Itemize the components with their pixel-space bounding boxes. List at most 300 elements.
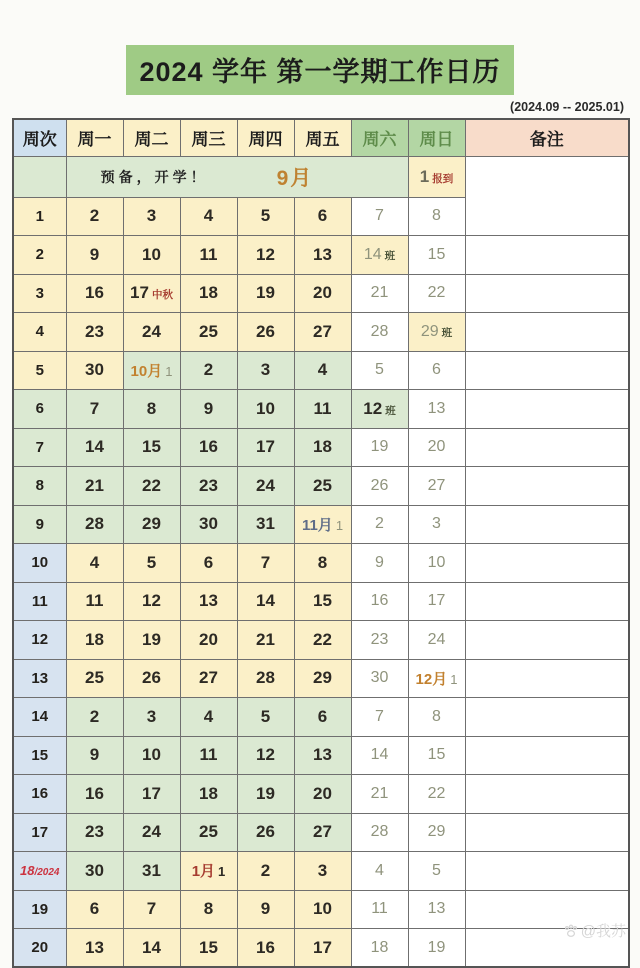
day-number: 6 <box>317 206 328 226</box>
day-cell <box>237 313 294 352</box>
day-cell <box>294 197 351 236</box>
day-number: 27 <box>313 822 332 842</box>
day-cell <box>123 698 180 737</box>
day-cell <box>123 621 180 660</box>
day-number: 13 <box>85 937 104 957</box>
week-row <box>13 390 629 429</box>
week-number-cell <box>13 736 66 775</box>
week-number: 11 <box>31 592 48 610</box>
month-label-september: 9月 <box>276 166 314 190</box>
title-bar <box>0 0 640 95</box>
day-cell <box>180 621 237 660</box>
day-cell <box>66 274 123 313</box>
day-cell <box>351 505 408 544</box>
day-cell <box>408 775 465 814</box>
day-number: 19 <box>256 283 275 303</box>
day-cell <box>237 890 294 929</box>
week-row <box>13 698 629 737</box>
day-number: 1 <box>218 864 226 880</box>
day-cell <box>123 929 180 968</box>
day-number: 25 <box>199 822 218 842</box>
day-number: 6 <box>89 899 100 919</box>
remark-cell <box>465 428 629 467</box>
week-number: 9 <box>35 515 44 533</box>
week-number-cell <box>13 582 66 621</box>
day-number: 14 <box>363 245 382 263</box>
week-number: 3 <box>35 284 44 302</box>
day-number: 18 <box>85 629 104 649</box>
day-number: 2 <box>375 515 384 533</box>
day-cell <box>294 852 351 891</box>
week-row <box>13 659 629 698</box>
day-number: 4 <box>375 861 384 879</box>
day-number: 23 <box>199 475 218 495</box>
day-number: 27 <box>199 668 218 688</box>
day-cell <box>294 813 351 852</box>
day-number: 4 <box>317 360 328 380</box>
day-number: 17 <box>130 283 149 303</box>
day-cell <box>66 197 123 236</box>
day-number: 20 <box>313 283 332 303</box>
week-number: 10 <box>31 554 49 572</box>
week-row <box>13 775 629 814</box>
week-number-cell <box>13 698 66 737</box>
september-weeknum-cell <box>13 156 66 197</box>
day-number: 8 <box>146 398 157 418</box>
day-number: 10 <box>142 244 161 264</box>
day-number: 24 <box>427 630 446 648</box>
day-cell <box>408 197 465 236</box>
day-number: 28 <box>256 668 275 688</box>
day-cell <box>123 390 180 429</box>
day-number: 9 <box>89 745 100 765</box>
day-cell <box>237 736 294 775</box>
col-header-wednesday: 周三 <box>180 119 237 156</box>
day-number: 9 <box>375 553 384 571</box>
day-cell <box>294 467 351 506</box>
remark-cell <box>465 236 629 275</box>
remark-cell <box>465 582 629 621</box>
col-header-saturday: 周六 <box>351 119 408 156</box>
remark-cell <box>465 659 629 698</box>
page-title: 2024 学年 第一学期工作日历 <box>126 45 513 95</box>
week-number: 12 <box>31 631 49 649</box>
day-number: 21 <box>85 475 104 495</box>
week-number-year-suffix: /2024 <box>34 867 60 879</box>
day-number: 26 <box>256 822 275 842</box>
day-number: 13 <box>427 900 446 918</box>
day-cell <box>180 313 237 352</box>
day-number: 6 <box>317 706 328 726</box>
week-number: 16 <box>31 785 49 803</box>
day-cell <box>237 582 294 621</box>
day-cell <box>408 505 465 544</box>
col-header-weeknum: 周次 <box>13 119 66 156</box>
day-number: 16 <box>85 783 104 803</box>
day-number: 28 <box>85 514 104 534</box>
remark-cell <box>465 274 629 313</box>
day-cell <box>408 621 465 660</box>
day-cell <box>237 467 294 506</box>
day-number: 5 <box>375 361 384 379</box>
day-number: 12 <box>363 398 383 418</box>
day-cell <box>180 390 237 429</box>
remark-cell <box>465 813 629 852</box>
day-cell <box>123 428 180 467</box>
week-row <box>13 852 629 891</box>
day-cell <box>180 351 237 390</box>
day-cell <box>237 351 294 390</box>
day-number: 18 <box>199 283 218 303</box>
day-number: 6 <box>432 361 441 379</box>
day-number: 13 <box>313 244 332 264</box>
day-cell <box>66 351 123 390</box>
day-number: 9 <box>89 244 100 264</box>
day-cell <box>351 544 408 583</box>
day-cell <box>351 274 408 313</box>
remark-cell <box>465 621 629 660</box>
week-number: 14 <box>31 708 49 726</box>
day-number: 7 <box>146 899 157 919</box>
day-cell <box>66 313 123 352</box>
september-row <box>13 156 629 197</box>
week-number-cell <box>13 313 66 352</box>
day-number: 30 <box>370 669 389 687</box>
date-range: (2024.09 -- 2025.01) <box>510 100 624 114</box>
day-number: 5 <box>260 706 271 726</box>
day-number: 26 <box>256 321 275 341</box>
day-number: 2 <box>260 860 271 880</box>
week-row <box>13 428 629 467</box>
day-cell <box>408 929 465 968</box>
day-cell <box>351 236 408 275</box>
day-cell <box>237 659 294 698</box>
week-number-cell <box>13 890 66 929</box>
week-row <box>13 736 629 775</box>
day-number: 4 <box>203 206 214 226</box>
day-cell <box>180 775 237 814</box>
day-number: 27 <box>427 476 446 494</box>
day-number: 22 <box>313 629 332 649</box>
day-cell <box>180 582 237 621</box>
day-number: 14 <box>142 937 161 957</box>
day-number: 16 <box>199 437 218 457</box>
day-cell <box>294 775 351 814</box>
day-cell <box>351 929 408 968</box>
day-cell <box>180 852 237 891</box>
day-number: 24 <box>142 321 161 341</box>
remark-cell <box>465 390 629 429</box>
semester-start-note: 预备，开学！ <box>100 168 209 185</box>
day-number: 5 <box>146 552 157 572</box>
day-number: 9 <box>260 899 271 919</box>
day-cell <box>66 467 123 506</box>
day-tag-label: 班 <box>384 249 396 262</box>
day-cell <box>123 582 180 621</box>
week-row <box>13 929 629 968</box>
day-number: 1 <box>165 363 173 379</box>
september-banner-cell <box>66 156 408 197</box>
remark-cell <box>465 698 629 737</box>
day-cell <box>123 467 180 506</box>
day-number: 29 <box>142 514 161 534</box>
day-cell <box>180 929 237 968</box>
week-number: 2 <box>35 246 44 264</box>
col-header-tuesday: 周二 <box>123 119 180 156</box>
day-cell <box>294 621 351 660</box>
week-row <box>13 351 629 390</box>
day-number: 29 <box>313 668 332 688</box>
week-number-cell <box>13 467 66 506</box>
paw-icon <box>563 923 579 939</box>
remark-cell <box>465 505 629 544</box>
week-number: 6 <box>35 400 44 418</box>
day-number: 1 <box>335 517 344 533</box>
day-cell <box>294 313 351 352</box>
day-cell <box>351 197 408 236</box>
day-cell <box>66 929 123 968</box>
day-number: 16 <box>256 937 275 957</box>
remark-cell <box>465 351 629 390</box>
week-number-cell <box>13 351 66 390</box>
week-number-cell <box>13 775 66 814</box>
week-number: 5 <box>35 361 44 379</box>
week-row <box>13 890 629 929</box>
col-header-monday: 周一 <box>66 119 123 156</box>
day-cell <box>123 852 180 891</box>
day-number: 13 <box>427 399 446 417</box>
day-number: 27 <box>313 321 332 341</box>
week-number: 4 <box>35 323 44 341</box>
col-header-remark: 备注 <box>465 119 629 156</box>
day-number: 10 <box>256 398 275 418</box>
day-number: 8 <box>432 207 441 225</box>
day-number: 28 <box>370 823 389 841</box>
day-cell <box>180 890 237 929</box>
day-cell <box>408 467 465 506</box>
day-number: 22 <box>142 475 161 495</box>
day-number: 16 <box>370 592 389 610</box>
week-number-cell <box>13 428 66 467</box>
day-number: 1 <box>450 671 458 687</box>
remark-cell <box>465 313 629 352</box>
remark-cell <box>465 156 629 236</box>
day-cell <box>180 428 237 467</box>
week-number: 15 <box>31 746 49 764</box>
week-number-cell <box>13 813 66 852</box>
day-cell <box>123 197 180 236</box>
day-number: 17 <box>256 437 275 457</box>
day-cell <box>237 197 294 236</box>
day-cell <box>123 775 180 814</box>
day-cell <box>408 390 465 429</box>
day-cell <box>294 351 351 390</box>
day-cell <box>294 929 351 968</box>
day-number: 26 <box>370 476 389 494</box>
registration-label: 报到 <box>432 172 454 185</box>
week-number-cell <box>13 236 66 275</box>
week-number-cell <box>13 505 66 544</box>
week-number: 1 <box>35 207 44 225</box>
day-number: 21 <box>256 629 275 649</box>
header-row <box>13 119 629 156</box>
day-number: 3 <box>146 706 157 726</box>
day-number: 19 <box>142 629 161 649</box>
day-number: 17 <box>142 783 161 803</box>
day-tag-label: 班 <box>441 326 453 339</box>
day-number: 5 <box>432 861 441 879</box>
day-number: 25 <box>85 668 104 688</box>
day-cell <box>408 236 465 275</box>
day-number: 8 <box>203 899 214 919</box>
semester-calendar-table <box>12 118 630 968</box>
day-number: 17 <box>427 592 446 610</box>
day-cell <box>408 852 465 891</box>
day-number: 3 <box>317 860 328 880</box>
day-cell <box>180 659 237 698</box>
day-cell <box>66 390 123 429</box>
day-cell <box>123 236 180 275</box>
day-cell <box>408 813 465 852</box>
day-number: 13 <box>313 745 332 765</box>
week-number: 20 <box>31 939 49 956</box>
day-number: 2 <box>203 360 214 380</box>
day-number: 13 <box>199 591 218 611</box>
day-cell <box>351 467 408 506</box>
day-cell <box>180 698 237 737</box>
day-cell <box>351 582 408 621</box>
day-number: 12 <box>256 745 275 765</box>
day-number: 7 <box>260 552 271 572</box>
day-number: 14 <box>85 437 104 457</box>
day-number: 23 <box>85 822 104 842</box>
day-cell <box>294 236 351 275</box>
watermark-text: @我苏 <box>580 923 626 940</box>
week-number: 18 <box>20 863 35 879</box>
day-number: 20 <box>427 438 446 456</box>
day-cell <box>408 659 465 698</box>
day-cell <box>66 852 123 891</box>
week-number: 13 <box>31 669 49 687</box>
day-number: 10 <box>313 899 332 919</box>
day-cell <box>123 274 180 313</box>
day-cell <box>123 736 180 775</box>
day-cell <box>123 659 180 698</box>
day-cell <box>180 813 237 852</box>
day-number: 21 <box>370 784 389 802</box>
day-number: 11 <box>85 591 104 611</box>
day-number: 30 <box>85 360 104 380</box>
week-number: 8 <box>35 477 44 495</box>
day-cell <box>351 890 408 929</box>
day-number: 29 <box>427 823 446 841</box>
day-number: 10 <box>142 745 161 765</box>
week-row <box>13 467 629 506</box>
day-cell <box>237 505 294 544</box>
day-number: 19 <box>427 938 446 956</box>
remark-cell <box>465 736 629 775</box>
week-number-cell <box>13 274 66 313</box>
day-cell <box>408 428 465 467</box>
day-cell <box>351 428 408 467</box>
day-cell <box>351 813 408 852</box>
day-number: 8 <box>432 707 441 725</box>
day-cell <box>66 621 123 660</box>
day-number: 17 <box>313 937 332 957</box>
day-number: 18 <box>370 938 389 956</box>
day-number: 10 <box>427 553 446 571</box>
day-cell <box>294 390 351 429</box>
day-cell <box>351 852 408 891</box>
day-cell <box>237 813 294 852</box>
day-cell <box>408 544 465 583</box>
day-number: 20 <box>313 783 332 803</box>
week-number: 17 <box>31 823 49 841</box>
day-number: 23 <box>85 321 104 341</box>
day-number: 4 <box>89 552 100 572</box>
week-row <box>13 621 629 660</box>
day-number: 25 <box>313 475 332 495</box>
day-number: 19 <box>370 438 389 456</box>
day-cell <box>180 274 237 313</box>
day-number: 16 <box>85 283 104 303</box>
month-start-label: 10月 <box>130 362 163 380</box>
day-number: 11 <box>313 398 332 418</box>
day-number: 28 <box>370 322 389 340</box>
week-number-cell <box>13 929 66 968</box>
day-number: 30 <box>199 514 218 534</box>
day-cell <box>294 428 351 467</box>
day-number: 23 <box>370 630 389 648</box>
day-cell <box>66 890 123 929</box>
week-number: 19 <box>31 900 49 918</box>
day-cell <box>408 582 465 621</box>
day-number: 29 <box>420 322 439 340</box>
day-number: 12 <box>142 591 161 611</box>
week-number: 7 <box>35 438 44 456</box>
week-row <box>13 813 629 852</box>
week-number-cell <box>13 852 66 891</box>
day-cell <box>180 736 237 775</box>
day-cell <box>123 505 180 544</box>
month-start-label: 11月 <box>301 516 333 534</box>
day-cell <box>408 274 465 313</box>
col-header-sunday: 周日 <box>408 119 465 156</box>
week-row <box>13 582 629 621</box>
day-cell <box>66 736 123 775</box>
day-number: 15 <box>427 245 446 263</box>
day-number: 14 <box>370 746 389 764</box>
week-number-cell <box>13 390 66 429</box>
day-number: 7 <box>89 398 100 418</box>
day-cell <box>351 621 408 660</box>
day-cell <box>237 775 294 814</box>
day-cell <box>351 736 408 775</box>
day-cell <box>180 197 237 236</box>
day-cell <box>294 698 351 737</box>
day-cell <box>66 698 123 737</box>
day-cell <box>180 505 237 544</box>
month-start-label: 1月 <box>191 863 216 881</box>
remark-cell <box>465 852 629 891</box>
week-number-cell <box>13 659 66 698</box>
week-number-cell <box>13 544 66 583</box>
day-cell <box>408 890 465 929</box>
day-number: 9 <box>203 398 214 418</box>
day-number: 15 <box>142 437 161 457</box>
day-number: 11 <box>199 244 218 264</box>
day-number: 30 <box>85 860 104 880</box>
